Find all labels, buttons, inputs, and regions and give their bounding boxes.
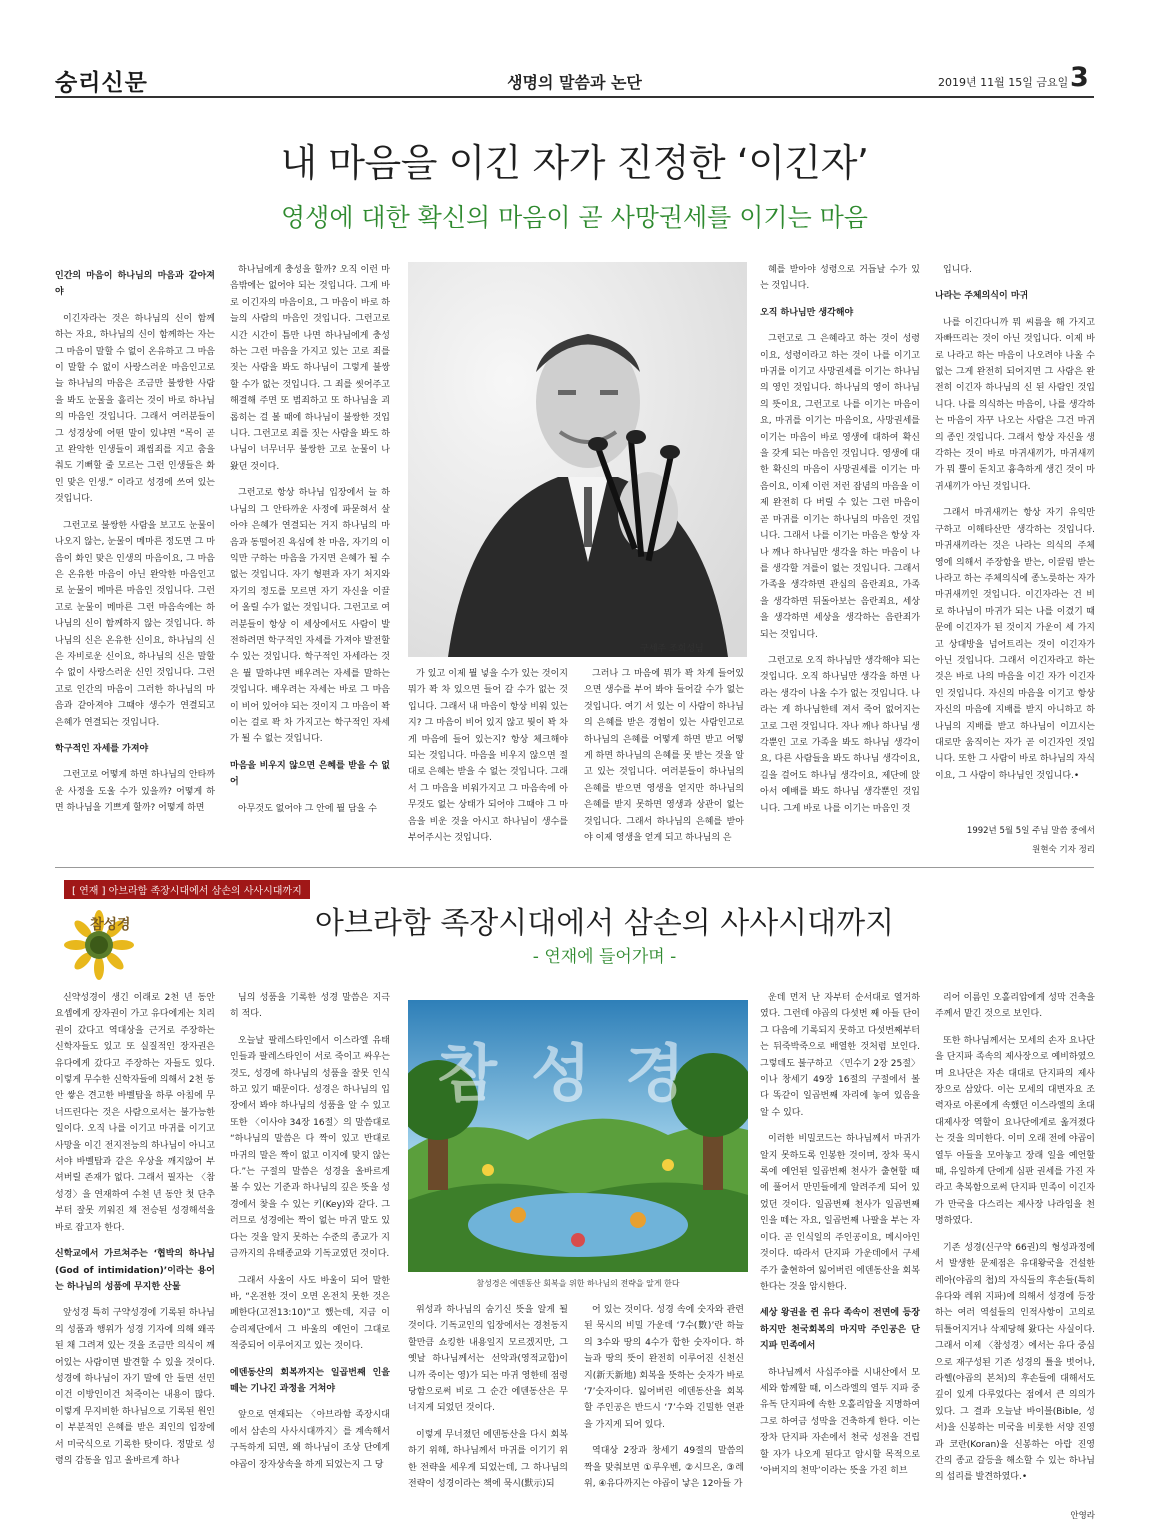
paragraph: 운데 먼저 난 자부터 순서대로 열거하였다. 그런데 야곱의 다섯번 째 아들 단이 그 다음에 기록되지 못하고 다섯번째부터는 뒤죽박죽으로 배열한 것처럼 보인다. 그렇데도 불구하고 〈민수기 2장 25절〉이나 창세기 49장 16절의 구절에서 볼 다 똑같이 일곱번째 자리에 놓여 있음을 알 수 있다. [760, 993, 920, 1118]
article2-subtitle: - 연재에 들어가며 - [532, 947, 677, 967]
issue-date: 2019년 11월 15일 금요일 [938, 76, 1069, 89]
paragraph: 앞으로 연재되는 〈아브라함 족장시대에서 삼손의 사사시대까지〉를 계속해서 구독하게 되면, 왜 하나님이 조상 단에게 야곱이 장자상속을 하게 되었는지 그 당 [230, 1410, 390, 1470]
subheading: 세상 왕권을 쥔 유다 족속이 전면에 등장하지만 천국회복의 마지막 주인공은 단지파 민족에서 [760, 1308, 920, 1352]
paragraph: 나를 이긴다니까 뭐 씨름을 해 가지고 자빠뜨리는 것이 아닌 것입니다. 이제 바로 나라고 하는 마음이 나오려야 나올 수 없는 그게 완전히 되어지면 그 사람은 완전히 이긴자 하나님의 신 된 사람인 것입니다. 나를 의식하는 마음이, 나를 생각하는 마음이 자꾸 나오는 사람은 그건 마귀의 종인 것입니다. 그래서 항상 자신을 생각하는 것이 바로 마귀새끼가, 마귀새끼가 뭐 뿔이 돋치고 흉측하게 생긴 것이 마귀새끼가 아닌 것입니다. [935, 317, 1095, 492]
paragraph: 하나님께서 사십주야를 시내산에서 모세와 함께할 때, 이스라엘의 열두 지파 중 유독 단지파에 속한 오홀리압을 지명하여 그로 하여금 성막을 건축하게 한다. 이는 장차 단지파 자손에서 천국 성전을 건립할 자가 나오게 된다고 암시할 목적으로 ‘아버지의 천막’이라는 뜻을 가진 히브 [760, 1367, 920, 1476]
paragraph: 혜를 받아야 성령으로 거듭날 수가 있는 것입니다. [760, 265, 920, 292]
book-caption: 참성경은 에덴동산 회복을 위한 하나님의 전략을 알게 한다 [476, 1279, 680, 1288]
article1-reporter: 원현숙 기자 정리 [1032, 845, 1095, 855]
paragraph: 오늘날 팔레스타인에서 이스라엘 유태인들과 팔레스타인이 서로 죽이고 싸우는 것도, 성경에 하나님의 성품을 잘못 인식하고 있기 때문이다. 성경은 하나님의 입장에서 봐야 하나님의 성품을 알 수 있고 또한 〈이사야 34장 16절〉의 말씀대로 “하나님의 말씀은 다 짝이 있고 반대로 마귀의 말은 짝이 없고 이지에 맞지 않는다.”는 구절의 말씀은 성경을 올바르게 볼 수 있는 기준과 하나님의 깊은 뜻을 성경에서 찾을 수 있는 키(Key)와 같다. 그러므로 성경에는 짝이 없는 마귀 말도 있다는 것을 알지 못하는 수준의 종교가 지금까지의 유태종교와 기독교였던 것이다. [230, 1035, 390, 1260]
article2-column-6 [935, 990, 1095, 1496]
article2-column-4 [584, 1302, 744, 1502]
article1-column-6 [935, 262, 1095, 794]
subheading: 학구적인 자세를 가져야 [55, 743, 149, 754]
book-cover-illustration [408, 1000, 748, 1272]
subheading: 인간의 마음이 하나님의 마음과 같아져야 [55, 271, 215, 298]
paragraph: 신약성경이 생긴 이래로 2천 년 동안 요셉에게 장자권이 가고 유다에게는 치리권이 갔다고 역대상을 근거로 주장하는 신학자들도 있고 또 실질적인 장자권은 유다에게 갔다고 주장하는 자들도 있다. 이렇게 무수한 신학자들에 의해서 2천 동안 쌓은 견고한 바벨탑을 하루 아침에 무너뜨린다는 것은 사람으로서는 불가능한 일이다. 오직 나를 이기고 마귀를 이기고 사망을 이긴 전지전능의 하나님이 아니고서야 바벨탑과 같은 우상을 깨지않어 부셔버릴 존재가 없다. 그래서 필자는 〈참성경〉을 연재하여 수천 년 동안 첫 단추부터 잘못 끼워진 채 전승된 성경해석을 바로 잡고자 한다. [55, 993, 215, 1233]
photo-caption: 구세주 조희성님 [640, 644, 704, 654]
paragraph: 역대상 2장과 창세기 49절의 말씀의 짝을 맞춰보면 ①루우벤, ②시므온, ③레위, ④유다까지는 야곱이 낳은 12아들 가 [584, 1446, 744, 1490]
section-title: 생명의 말씀과 논단 [507, 73, 642, 92]
subheading: 마음을 비우지 않으면 은혜를 받을 수 없어 [230, 760, 390, 788]
subheading: 오직 하나님만 생각해야 [760, 307, 854, 318]
portrait-photo [408, 262, 747, 657]
paragraph: 이러한 비밀코드는 하나님께서 마귀가 알지 못하도록 인봉한 것이며, 장차 묵시록에 예언된 일곱번째 천사가 출현할 때에 풀어서 만민들에게 알려주게 되어 있었던 것이다. 일곱번째 천사가 일곱번째 인을 떼는 자요, 일곱번째 나팔을 부는 자이다. 곧 인식일의 주인공이요, 메시아인 것이다. 따라서 단지파 가운데에서 구세주가 출현하여 잃어버린 에덴동산을 회복한다는 것을 암시한다. [760, 1134, 920, 1292]
paragraph: 아무것도 없어야 그 안에 뭘 담을 수 [238, 803, 377, 814]
article1-column-2 [230, 262, 390, 827]
paragraph: 그런고로 어떻게 하면 하나님의 안타까운 사정을 도울 수가 있을까? 어떻게 하면 하나님을 기쁘게 할까? 어떻게 하면 [55, 770, 215, 814]
subheading: 에덴동산의 회복까지는 일곱번째 인을 떼는 기나긴 과정을 거쳐야 [230, 1367, 390, 1394]
article2-column-2 [230, 990, 390, 1483]
paragraph: 입니다. [943, 265, 972, 275]
paragraph: 그러나 그 마음에 뭐가 꽉 차게 들어있으면 생수를 부어 봐야 들어갈 수가 없는 것입니다. 여기 서 있는 이 사람이 하나님의 은혜를 받은 경험이 있는 사람인고로 하나님의 은혜를 어떻게 하면 받고 어떻게 하면 하나님의 은혜를 못 받는 것을 알고 있는 것입니다. 여러분들이 하나님의 은혜를 받으면 영생을 얻지만 하나님의 은혜를 받지 못하면 영생과 상관이 없는 것입니다. 그래서 하나님의 은혜를 받아야 이제 영생을 얻게 되고 하나님의 은 [584, 669, 744, 844]
page-number: 3 [1070, 62, 1089, 93]
subheading: 나라는 주체의식이 마귀 [935, 291, 1029, 302]
paragraph: 그래서 마귀새끼는 항상 자기 유익만 구하고 이해타산만 생각하는 것입니다. 마귀새끼라는 것은 나라는 의식의 주체 영에 의해서 주장함을 받는, 이끌림 받는 나라고 하는 주체의식에 종노릇하는 자가 마귀새끼인 것입니다. 이긴자라는 건 비로 하나님이 마귀가 되는 나를 이겼기 때문에 이긴자가 된 것이지 가운이 세 가지고 상대방을 넘어트리는 것이 이긴자가 아닌 것입니다. 그래서 이긴자라고 하는 것은 바로 나의 마음을 이긴 자가 이긴자인 것입니다. 자신의 마음을 이기고 항상 자신의 마음에 지배를 받지 아니하고 하나님의 지배를 받고 하나님이 이끄시는 대로만 움직이는 자가 곧 이긴자인 것입니다. 또한 그 사람이 바로 하나님의 자식이요, 그 사람이 하나님인 것입니다.• [935, 508, 1095, 781]
article1-subtitle: 영생에 대한 확신의 마음이 곧 사망권세를 이기는 마음 [281, 203, 868, 232]
article2-author: 안영라 [1070, 1511, 1095, 1521]
series-tag: [ 연재 ] 아브라함 족장시대에서 삼손의 사사시대까지 [64, 880, 310, 899]
paragraph: 이렇게 무너졌던 에덴동산을 다시 회복하기 위해, 하나님께서 마귀를 이기기 위한 전략을 세우게 되었는데, 그 하나님의 전략이 성경이라는 책에 묵시(默示)되 [408, 1429, 568, 1490]
paragraph: 리어 이름인 오홀리압에게 성막 건축을 주께서 맡긴 것으로 보인다. [935, 993, 1095, 1020]
paragraph: 가 있고 이제 뭘 넣을 수가 있는 것이지 뭐가 꽉 차 있으면 들어 갈 수가 없는 것입니다. 그래서 내 마음이 항상 비워 있는지? 그 마음이 비어 있지 않고 뭣이 꽉 차게 마음에 들어 있는지? 항상 체크해야 되는 것입니다. 마음을 비우지 않으면 절대로 은혜는 받을 수 없는 것입니다. 그래서 그 마음을 비워가지고 그 마음속에 아무것도 없는 상태가 되어야 그때야 그 마음을 비운 것을 아시고 하나님이 생수를 부어주시는 것입니다. [408, 669, 568, 844]
subheading: 신학교에서 가르쳐주는 ‘협박의 하나님(God of intimidation)’이라는 용어는 하나님의 성품에 무지한 산물 [55, 1249, 215, 1292]
logo-lettering: 참성경 [90, 917, 131, 933]
article2-column-5 [760, 990, 920, 1489]
article1-source: 1992년 5월 5일 주님 말씀 중에서 [966, 826, 1095, 836]
paragraph: 하나님에게 충성을 할까? 오직 이런 마음밖에는 없어야 되는 것입니다. 그게 바로 이긴자의 마음이요, 그 마음이 바로 하늘의 사람의 마음인 것입니다. 그런고로 시간 시간이 틈만 나면 하나님에게 충성하는 그런 마음을 가지고 있는 고로 죄를 짓는 사람을 봐도 하나님이 그렇게 불쌍할 수가 없는 것입니다. 그 죄를 씻어주고 해결해 주면 또 범죄하고 또 하나님을 괴롭히는 걸 볼 때에 하나님이 불쌍한 것입니다. 그런고로 죄를 짓는 사람을 봐도 하나님이 너무너무 불쌍한 고로 눈물이 나왔던 것이다. [230, 265, 390, 472]
masthead: 숭리신문 [55, 70, 148, 96]
paragraph: 그런고로 항상 하나님 입장에서 늘 하나님의 그 안타까운 사정에 파묻혀서 살아야 은혜가 연결되는 거지 하나님의 마음과 동떨어진 욕심에 찬 마음, 자기의 이익만 구하는 마음을 가지면 은혜가 될 수 없는 것입니다. 자기 형편과 자기 처지와 자기의 정도를 모르면 자기 자신을 이끌어 올릴 수가 없는 것입니다. 그런고로 여러분들이 항상 이 세상에서도 사람이 발전하려면 학구적인 자세를 가져야 발전할 수 있는 것입니다. 학구적인 자세라는 것은 뭘 말하냐면 배우려는 자세를 말하는 것입니다. 배우려는 자세는 바로 그 마음이 비어 있어야 되는 것이지 그 마음이 꽉 이는 걸로 꽉 차 가지고는 학구적인 자세가 될 수 없는 것입니다. [230, 488, 390, 745]
paragraph: 님의 성품을 기록한 성경 말씀은 지극히 적다. [230, 993, 390, 1020]
paragraph: 기존 성경(신구약 66권)의 형성과정에서 발생한 문제점은 유대왕국을 건설한 레아(야곱의 첩)의 자식들의 후손들(특히 유다와 레위 지파)에 의해서 성경에 등장하는 여러 역설들의 인적사항이 고의로 뒤틀어지거나 삭제당해 왔다는 사실이다. 그래서 이제 〈참성경〉에서는 유다 중심으로 재구성된 기존 성경의 틀을 벗어나, 라헬(야곱의 본처)의 후손들에 대해서도 깊이 있게 다루었다는 점에서 큰 의의가 있다. 그 결과 오늘날 바이블(Bible, 성서)을 신봉하는 미국을 비롯한 서양 진영과 코란(Koran)을 신봉하는 아랍 진영 간의 종교 갈등을 해소할 수 있는 하나님의 섭리를 발견하였다.• [935, 1242, 1095, 1483]
section-divider [55, 867, 1094, 868]
article1-column-4 [584, 666, 744, 856]
article2-title: 아브라함 족장시대에서 삼손의 사사시대까지 [314, 906, 895, 941]
paragraph: 앞성경 특히 구약성경에 기록된 하나님의 성품과 행위가 성경 기자에 의해 왜곡된 채 그려져 있는 것을 조금만 의식이 깨어있는 사람이면 발견할 수 있을 것이다. 성경에 하나님이 자기 말에 안 들면 선민이건 이방인이건 처죽이는 내용이 많다. 이렇게 무지비한 하나님으로 기록된 원인이 부분적인 은혜를 받은 죄인의 입장에서 미국식으로 기록한 탓이다. 정말로 성령의 감동을 입고 올바르게 하나 [55, 1308, 215, 1466]
article1-column-3 [408, 666, 568, 856]
article1-title: 내 마음을 이긴 자가 진정한 ‘이긴자’ [280, 141, 869, 185]
article2-column-1 [55, 990, 215, 1479]
article1-column-5 [760, 262, 920, 827]
paragraph: 그런고로 그 은혜라고 하는 것이 성령이요, 성령이라고 하는 것이 나를 이기고 마귀를 이기고 사망권세를 이기는 하나님의 영인 것입니다. 하나님의 영이 하나님의 뜻이요, 그런고로 나를 이기는 마음이요, 마귀를 이기는 마음이요, 사망권세를 이기는 마음이 바로 영생에 대하여 확신을 갖게 되는 마음인 것입니다. 영생에 대한 확신의 마음이 사망권세를 이기는 마음이요, 이제 이런 저런 잡념의 마음을 이제 완전히 다 버릴 수 있는 그런 마음이 곧 마귀를 이기는 하나님의 마음인 것입니다. 그래서 나를 이기는 마음은 항상 자나 깨나 하나님만 생각을 하는 마음이 나를 생각할 겨를이 없는 것입니다. 그래서 가족을 생각하면 관심의 음란죄요, 가족을 생각하면 뒤돌아보는 음란죄요, 세상을 생각하면 세상을 생각하는 음란죄가 되는 것입니다. [760, 334, 920, 640]
paragraph: 어 있는 것이다. 성경 속에 숫자와 관련된 묵시의 비밀 가운데 ‘7수(數)’란 하늘의 3수와 땅의 4수가 합한 숫자이다. 하늘과 땅의 뜻이 완전히 이루어진 신천신지(新天新地) 회복을 뜻하는 숫자가 바로 ‘7’숫자이다. 잃어버린 에덴동산을 회복할 주인공은 반드시 ‘7’수와 긴밀한 연관을 가지게 되어 있다. [584, 1305, 744, 1430]
header-rule [55, 96, 1094, 98]
paragraph: 이긴자라는 것은 하나님의 신이 함께 하는 자요, 하나님의 신이 함께하는 자는 그 마음이 말할 수 없이 온유하고 그 마음이 말할 수 없이 사랑스러운 마음인고로 늘 하나님의 마음은 조금만 불쌍한 사람을 봐도 눈물을 흘리는 것이 바로 하나님의 마음인 것입니다. 그래서 여러분들이 그 성경상에 어떤 말이 있냐면 “목이 곧고 완악한 인생들이 괘씸죄를 지고 춤을 춰도 기뻐할 줄 모르는 그런 인생들은 화인 맞은 인생.” 이라고 성경에 쓰여 있는 것입니다. [55, 313, 215, 505]
paragraph: 그런고로 오직 하나님만 생각해야 되는 것입니다. 오직 하나님만 생각을 하면 나라는 생각이 나올 수가 없는 것입니다. 나라는 게 하나님한테 져서 죽어 없어지는 고로 그런 것입니다. 자나 깨나 하나님 생각뿐인 고로 가족을 봐도 하나님 생각이요, 다른 사람들을 봐도 하나님 생각이요, 길을 걸어도 하나님 생각이요, 제단에 앉아서 예배를 봐도 하나님 생각뿐인 것입니다. 그게 바로 나를 이기는 마음인 것 [760, 655, 920, 814]
paragraph: 그런고로 불쌍한 사람을 보고도 눈물이 나오지 않는, 눈물이 메마른 정도면 그 마음이 화인 맞은 인생의 마음이요, 그 마음은 온유한 마음이 아닌 완악한 마음인고로 눈물이 메마른 마음인 것입니다. 그런고로 눈물이 메마른 그런 마음속에는 하나님의 신이 함께하지 않는 것입니다. 하나님의 신은 온유한 신이요, 하나님의 신은 자비로운 신이요, 하나님의 신은 말할 수 없이 사랑스러운 신인 것입니다. 그런고로 인간의 마음이 그러한 하나님의 마음과 같아져야 그때야 생수가 연결되고 은혜가 연결되는 것입니다. [55, 520, 215, 728]
article1-column-1 [55, 262, 215, 827]
paragraph: 그래서 사울이 사도 바울이 되어 말한 바, “온전한 것이 오면 온전치 못한 것은 폐한다(고전13:10)”고 했는데, 지금 이 승리제단에서 그 바울의 예언이 그대로 적중되어 이루어지고 있는 것이다. [230, 1275, 390, 1352]
paragraph: 또한 하나님께서는 모세의 손자 요나단을 단지파 족속의 제사장으로 예비하였으며 요나단은 자손 대대로 단지파의 제사장으로 삼았다. 이는 모세의 대변자요 조력자로 아론에게 속했던 이스라엘의 초대 대제사장 역할이 요나단에게로 옮겨졌다는 것을 의미한다. 이미 오래 전에 야곱이 열두 아들을 모아놓고 장래 일을 예언할 때, 유일하게 단에게 심판 권세를 가진 자라고 축복함으로써 단지파 민족이 이긴자가 만국을 다스리는 제사장 나라임을 천명하였다. [935, 1035, 1095, 1227]
paragraph: 위성과 하나님의 숨기신 뜻을 알게 될 것이다. 기독교인의 입장에서는 경천동지 할만큼 쇼킹한 내용일지 모르겠지만, 그 옛날 하나님께서는 선악과(영적교합)이 니까 죽이는 영)가 되는 마귀 영한테 점령당함으로써 비로 그 순간 에덴동산은 무너지게 되었던 것이다. [408, 1305, 568, 1414]
book-cover-title: 참성경 [437, 1037, 719, 1110]
article2-column-3 [408, 1302, 568, 1502]
